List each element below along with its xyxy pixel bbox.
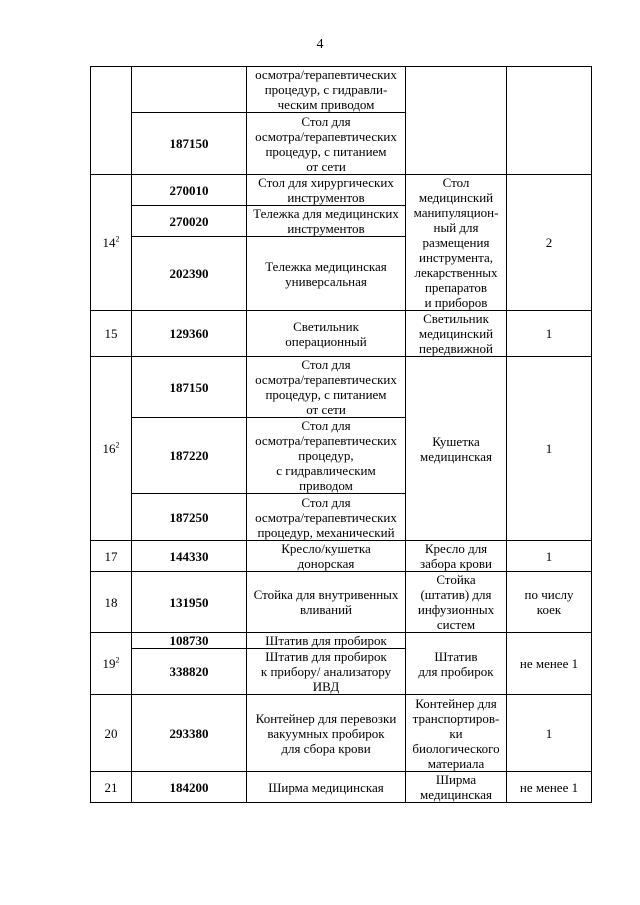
code-cell: 270020 [132,206,247,237]
code-cell: 202390 [132,237,247,311]
name-cell: Стол для осмотра/терапевтических процедур, с питанием от сети [247,113,406,175]
qty-cell: не менее 1 [507,772,592,803]
code-cell: 108730 [132,633,247,649]
table-row [91,572,592,633]
table-row [91,772,592,803]
name-cell: Светильник операционный [247,311,406,357]
kind-cell: Контейнер для транспортиров- ки биологического материала [406,695,507,772]
row-number-cell: 18 [91,572,132,633]
name-cell: Тележка медицинская универсальная [247,237,406,311]
kind-cell: Стойка (штатив) для инфузионных систем [406,572,507,633]
qty-cell: не менее 1 [507,633,592,695]
code-cell: 187150 [132,113,247,175]
name-cell: Стол для осмотра/терапевтических процедур, механический [247,494,406,541]
qty-cell: по числу коек [507,572,592,633]
name-cell: Тележка для медицинских инструментов [247,206,406,237]
qty-cell: 1 [507,311,592,357]
table-row [91,67,592,113]
qty-cell: 1 [507,541,592,572]
code-cell: 129360 [132,311,247,357]
code-cell: 131950 [132,572,247,633]
code-cell: 187250 [132,494,247,541]
name-cell: Штатив для пробирок к прибору/ анализатору ИВД [247,649,406,695]
code-cell: 270010 [132,175,247,206]
name-cell: осмотра/терапевтических процедур, с гидравли- ческим приводом [247,67,406,113]
code-cell: 187150 [132,357,247,418]
name-cell: Стол для хирургических инструментов [247,175,406,206]
kind-cell: Светильник медицинский передвижной [406,311,507,357]
table-row [91,695,592,772]
kind-cell: Кушетка медицинская [406,357,507,541]
kind-cell: Штатив для пробирок [406,633,507,695]
code-cell: 144330 [132,541,247,572]
table-row [91,175,592,206]
kind-cell: Кресло для забора крови [406,541,507,572]
page-number: 4 [316,37,324,52]
code-cell: 338820 [132,649,247,695]
code-cell [132,67,247,113]
qty-cell: 1 [507,357,592,541]
qty-cell: 1 [507,695,592,772]
code-cell: 293380 [132,695,247,772]
name-cell: Стол для осмотра/терапевтических процедур, с питанием от сети [247,357,406,418]
kind-cell: Стол медицинский манипуляцион- ный для размещения инструмента, лекарственных препаратов и приборов [406,175,507,311]
name-cell: Контейнер для перевозки вакуумных пробирок для сбора крови [247,695,406,772]
name-cell: Ширма медицинская [247,772,406,803]
row-number-cell: $19^2$ [91,633,132,695]
row-number-cell: 15 [91,311,132,357]
row-number-cell: 20 [91,695,132,772]
name-cell: Кресло/кушетка донорская [247,541,406,572]
kind-cell: Ширма медицинская [406,772,507,803]
kind-cell [406,67,507,175]
name-cell: Штатив для пробирок [247,633,406,649]
qty-cell: 2 [507,175,592,311]
table-row [91,633,592,649]
code-cell: 187220 [132,418,247,494]
name-cell: Стойка для внутривенных вливаний [247,572,406,633]
row-number-cell [91,67,132,175]
row-number-cell: $14^2$ [91,175,132,311]
name-cell: Стол для осмотра/терапевтических процедур, с гидравлическим приводом [247,418,406,494]
qty-cell [507,67,592,175]
table-row [91,541,592,572]
row-number-cell: 17 [91,541,132,572]
row-number-cell: 21 [91,772,132,803]
row-number-cell: $16^2$ [91,357,132,541]
table-row [91,311,592,357]
equipment-table [90,66,592,803]
table-row [91,357,592,418]
code-cell: 184200 [132,772,247,803]
